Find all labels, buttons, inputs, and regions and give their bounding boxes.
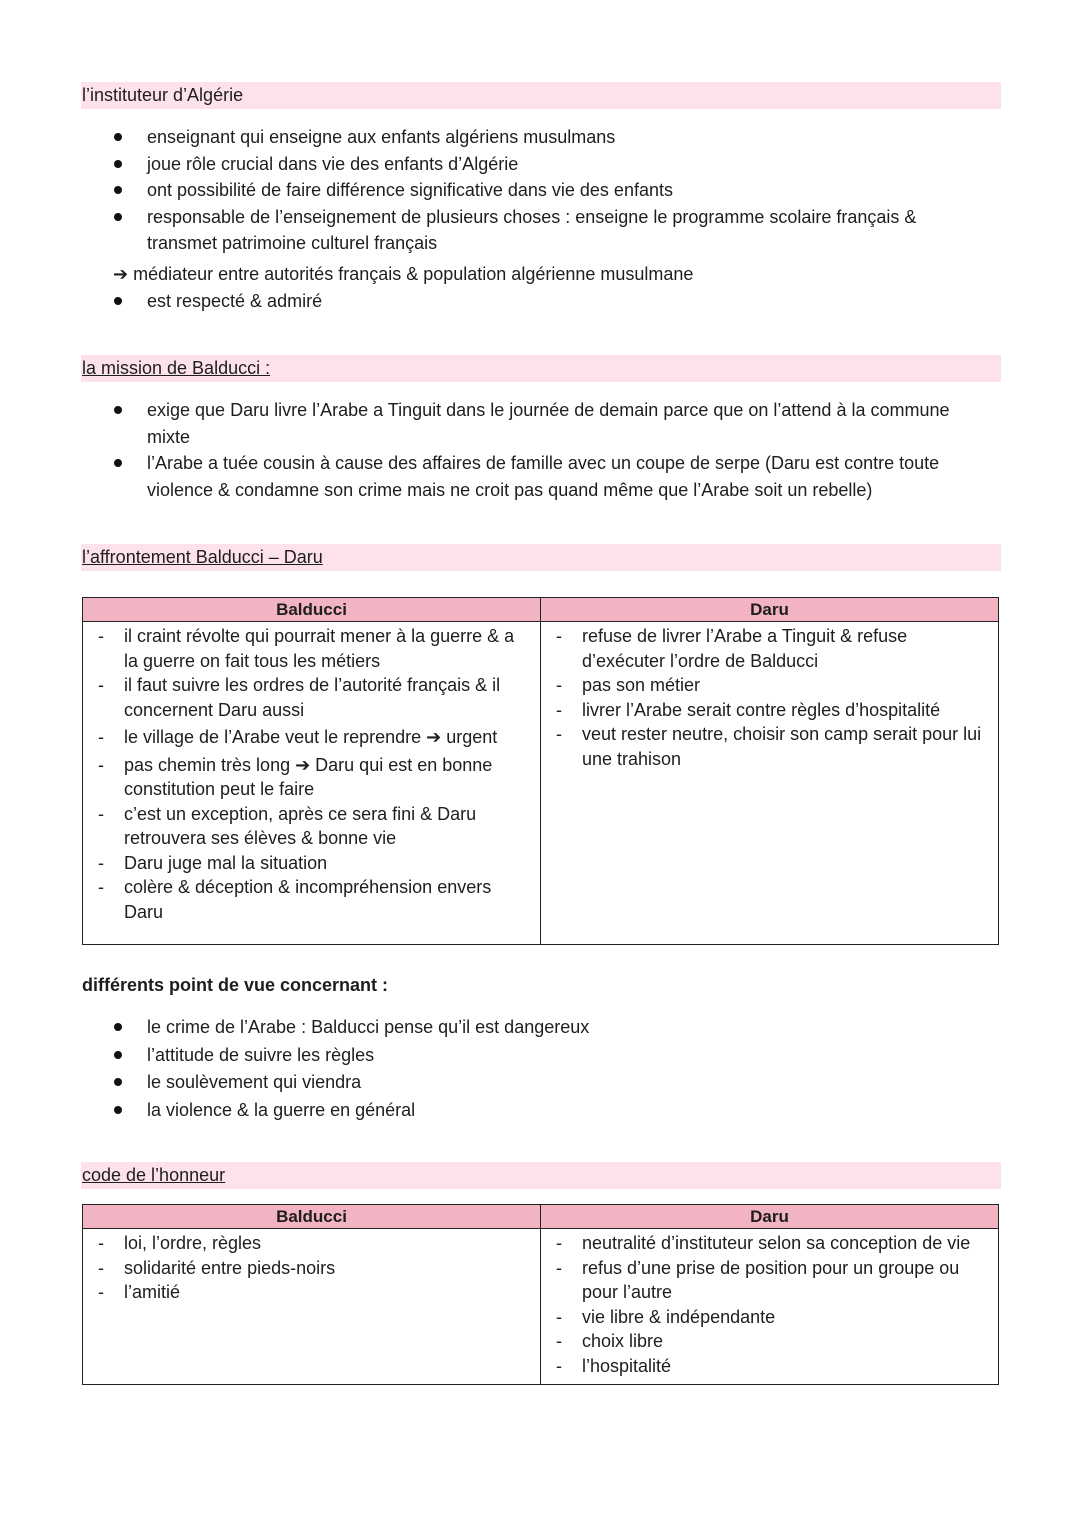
bullet-icon bbox=[114, 406, 122, 414]
list-item: ont possibilité de faire différence significative dans vie des enfants bbox=[0, 177, 977, 204]
column-header-balducci: Balducci bbox=[83, 1205, 541, 1229]
list-item: responsable de l’enseignement de plusieurs choses : enseigne le programme scolaire français & transmet patrimoine culturel français bbox=[0, 204, 977, 257]
honneur-table bbox=[82, 1204, 999, 1385]
section-heading-honneur bbox=[81, 1162, 1001, 1189]
heading-text: l’instituteur d’Algérie bbox=[82, 85, 244, 105]
list-item: - pas son métier bbox=[541, 673, 998, 698]
instituteur-list-end bbox=[0, 288, 1080, 315]
list-item: - l’amitié bbox=[83, 1280, 540, 1305]
list-item: - l’hospitalité bbox=[541, 1354, 998, 1379]
heading-text: l’affrontement Balducci – Daru bbox=[82, 547, 323, 567]
list-item: l’attitude de suivre les règles bbox=[0, 1042, 977, 1070]
instituteur-list bbox=[0, 124, 1080, 257]
bullet-icon bbox=[114, 133, 122, 141]
bullet-icon bbox=[114, 297, 122, 305]
list-item: - il craint révolte qui pourrait mener à la guerre & a la guerre on fait tous les métiers bbox=[83, 624, 540, 673]
section-heading-affrontement bbox=[81, 544, 1001, 571]
column-header-daru: Daru bbox=[541, 598, 999, 622]
list-item: - il faut suivre les ordres de l’autorité français & il concernent Daru aussi bbox=[83, 673, 540, 722]
section-heading-instituteur bbox=[81, 82, 1001, 109]
column-header-balducci: Balducci bbox=[83, 598, 541, 622]
list-item: - refus d’une prise de position pour un groupe ou pour l’autre bbox=[541, 1256, 998, 1305]
list-item: - livrer l’Arabe serait contre règles d’hospitalité bbox=[541, 698, 998, 723]
heading-text: code de l’honneur bbox=[82, 1165, 226, 1185]
list-item: - Daru juge mal la situation bbox=[83, 851, 540, 876]
bullet-icon bbox=[114, 1023, 122, 1031]
points-list bbox=[0, 1014, 1080, 1124]
list-item: - neutralité d’instituteur selon sa conception de vie bbox=[541, 1231, 998, 1256]
daru-cell bbox=[541, 1229, 999, 1385]
list-item: - vie libre & indépendante bbox=[541, 1305, 998, 1330]
list-item: - refuse de livrer l’Arabe a Tinguit & refuse d’exécuter l’ordre de Balducci bbox=[541, 624, 998, 673]
list-item: - choix libre bbox=[541, 1329, 998, 1354]
list-item: enseignant qui enseigne aux enfants algériens musulmans bbox=[0, 124, 977, 151]
bullet-icon bbox=[114, 1106, 122, 1114]
list-item: est respecté & admiré bbox=[0, 288, 977, 315]
balducci-cell bbox=[83, 1229, 541, 1385]
list-item: - veut rester neutre, choisir son camp serait pour lui une trahison bbox=[541, 722, 998, 771]
bullet-icon bbox=[114, 1078, 122, 1086]
bullet-icon bbox=[114, 213, 122, 221]
list-item: - solidarité entre pieds-noirs bbox=[83, 1256, 540, 1281]
list-item: le soulèvement qui viendra bbox=[0, 1069, 977, 1097]
list-item: la violence & la guerre en général bbox=[0, 1097, 977, 1125]
list-item: exige que Daru livre l’Arabe a Tinguit dans le journée de demain parce que on l’attend à la commune mixte bbox=[0, 397, 977, 450]
affrontement-table bbox=[82, 597, 999, 945]
list-item: - colère & déception & incompréhension envers Daru bbox=[83, 875, 540, 924]
list-item: - c’est un exception, après ce sera fini & Daru retrouvera ses élèves & bonne vie bbox=[83, 802, 540, 851]
bullet-icon bbox=[114, 160, 122, 168]
bullet-icon bbox=[114, 1051, 122, 1059]
arrow-note: ➔ médiateur entre autorités français & population algérienne musulmane bbox=[113, 264, 694, 284]
bullet-icon bbox=[114, 459, 122, 467]
daru-cell bbox=[541, 622, 999, 945]
column-header-daru: Daru bbox=[541, 1205, 999, 1229]
list-item: le crime de l’Arabe : Balducci pense qu’il est dangereux bbox=[0, 1014, 977, 1042]
points-title: différents point de vue concernant : bbox=[82, 975, 389, 995]
list-item: l’Arabe a tuée cousin à cause des affaires de famille avec un coupe de serpe (Daru est contre toute violence & condamne son crime mais ne croit pas quand même que l’Arabe soit un rebelle) bbox=[0, 450, 977, 503]
list-item: - le village de l’Arabe veut le reprendre ➔ urgent bbox=[83, 725, 540, 750]
list-item: joue rôle crucial dans vie des enfants d’Algérie bbox=[0, 151, 977, 178]
list-item: - pas chemin très long ➔ Daru qui est en bonne constitution peut le faire bbox=[83, 753, 540, 802]
heading-text: la mission de Balducci : bbox=[82, 358, 271, 378]
balducci-cell bbox=[83, 622, 541, 945]
mission-list bbox=[0, 397, 1080, 503]
section-heading-mission bbox=[81, 355, 1001, 382]
list-item: - loi, l’ordre, règles bbox=[83, 1231, 540, 1256]
bullet-icon bbox=[114, 186, 122, 194]
